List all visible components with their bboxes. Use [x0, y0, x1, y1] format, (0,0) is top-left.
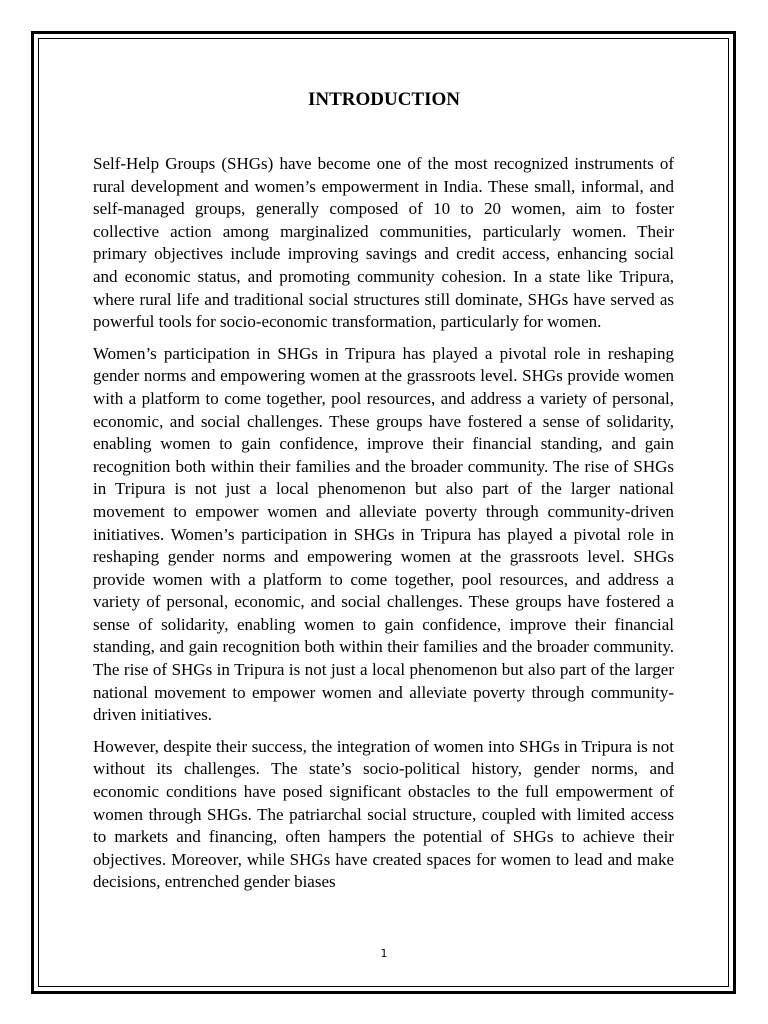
paragraph-3: However, despite their success, the integration of women into SHGs in Tripura is not without its challenges. The state’s socio-political history, gender norms, and economic conditions have posed significant obstacles to the full empowerment of women through SHGs. The patriarchal social structure, coupled with limited access to markets and financing, often hampers the potential of SHGs to achieve their objectives. Moreover, while SHGs have created spaces for women to lead and make decisions, entrenched gender biases — [93, 736, 674, 892]
page-title: INTRODUCTION — [307, 89, 461, 110]
document-body — [93, 153, 674, 903]
paragraph-2: Women’s participation in SHGs in Tripura has played a pivotal role in reshaping gender norms and empowering women at the grassroots level. SHGs provide women with a platform to come together, pool resources, and address a variety of personal, economic, and social challenges. These groups have fostered a sense of solidarity, enabling women to gain confidence, improve their financial standing, and gain recognition both within their families and the broader community. The rise of SHGs in Tripura is not just a local phenomenon but also part of the larger national movement to empower women and alleviate poverty through community-driven initiatives. Women’s participation in SHGs in Tripura has played a pivotal role in reshaping gender norms and empowering women at the grassroots level. SHGs provide women with a platform to come together, pool resources, and address a variety of personal, economic, and social challenges. These groups have fostered a sense of solidarity, enabling women to gain confidence, improve their financial standing, and gain recognition both within their families and the broader community. The rise of SHGs in Tripura is not just a local phenomenon but also part of the larger national movement to empower women and alleviate poverty through community-driven initiatives. — [93, 343, 674, 725]
paragraph-1: Self-Help Groups (SHGs) have become one of the most recognized instruments of rural development and women’s empowerment in India. These small, informal, and self-managed groups, generally composed of 10 to 20 women, aim to foster collective action among marginalized communities, particularly women. Their primary objectives include improving savings and credit access, enhancing social and economic status, and promoting community cohesion. In a state like Tripura, where rural life and traditional social structures still dominate, SHGs have served as powerful tools for socio-economic transformation, particularly for women. — [93, 154, 674, 332]
page-number: 1 — [380, 947, 388, 960]
